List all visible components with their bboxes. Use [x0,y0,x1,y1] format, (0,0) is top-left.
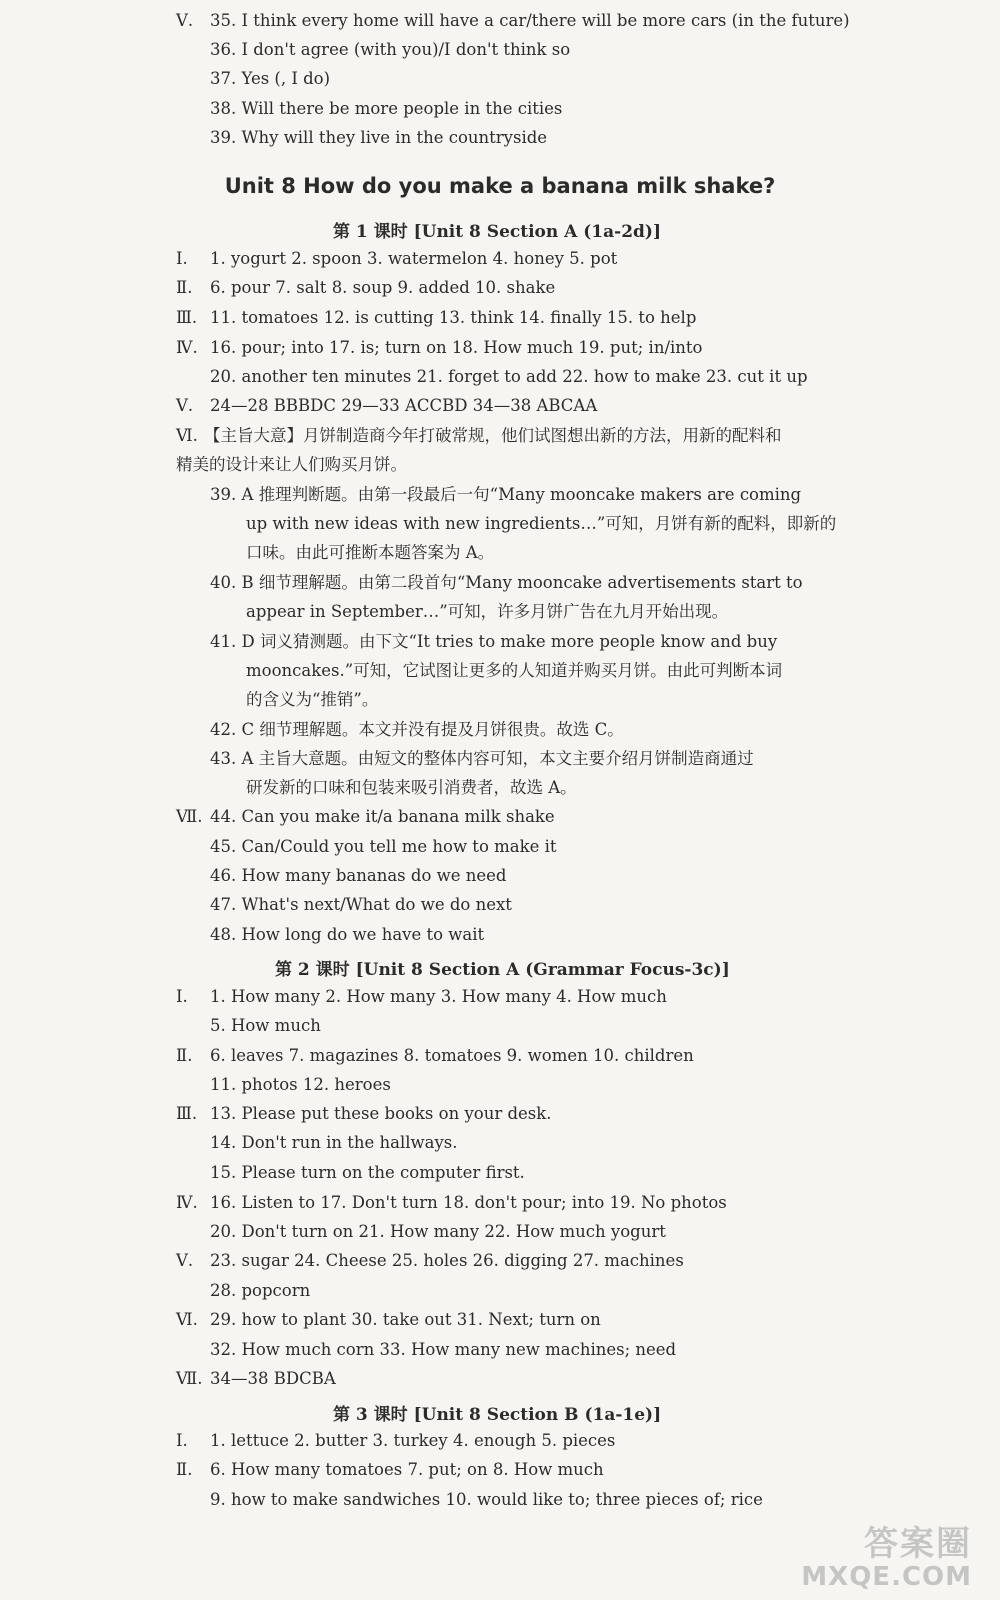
answer-line: 36. I don't agree (with you)/I don't think so [210,40,571,59]
answer-line: 6. leaves 7. magazines 8. tomatoes 9. women 10. children [210,1046,694,1065]
answer-line: 20. another ten minutes 21. forget to add 22. how to make 23. cut it up [210,367,808,386]
summary-line: 【主旨大意】月饼制造商今年打破常规，他们试图想出新的方法，用新的配料和 [204,426,782,445]
lesson-3-title: 第 3 课时 [Unit 8 Section B (1a-1e)] [333,1405,662,1425]
section-roman-3: Ⅲ. [176,308,198,327]
site-watermark [801,1526,972,1592]
answer-line: 16. Listen to 17. Don't turn 18. don't pour; into 19. No photos [210,1193,727,1212]
summary-line: 精美的设计来让人们购买月饼。 [176,455,407,474]
section-roman-1: Ⅰ. [176,1431,188,1450]
section-roman-1: Ⅰ. [176,249,188,268]
section-roman-2: Ⅱ. [176,278,193,297]
explanation-line: mooncakes.”可知，它试图让更多的人知道并购买月饼。由此可判断本词 [246,661,783,680]
lesson-2-title: 第 2 课时 [Unit 8 Section A (Grammar Focus-3c)] [275,960,730,980]
answer-line: 20. Don't turn on 21. How many 22. How much yogurt [210,1222,666,1241]
explanation-line: 的含义为“推销”。 [246,690,379,709]
section-roman-3: Ⅲ. [176,1104,198,1123]
answer-line: 24—28 BBBDC 29—33 ACCBD 34—38 ABCAA [210,396,598,415]
answer-line: 9. how to make sandwiches 10. would like to; three pieces of; rice [210,1490,763,1509]
answer-line: 1. lettuce 2. butter 3. turkey 4. enough 5. pieces [210,1431,616,1450]
answer-line: 13. Please put these books on your desk. [210,1104,552,1123]
answer-line: 14. Don't run in the hallways. [210,1133,458,1152]
answer-line: 11. photos 12. heroes [210,1075,391,1094]
section-roman-2: Ⅱ. [176,1460,193,1479]
answer-line: 16. pour; into 17. is; turn on 18. How much 19. put; in/into [210,338,703,357]
explanation-line: 口味。由此可推断本题答案为 A。 [246,543,495,562]
section-roman-2: Ⅱ. [176,1046,193,1065]
answer-line: 35. I think every home will have a car/there will be more cars (in the future) [210,11,850,30]
watermark-logo-text: 答案圈 [864,1524,972,1565]
answer-line: 29. how to plant 30. take out 31. Next; turn on [210,1310,601,1329]
answer-line: 1. yogurt 2. spoon 3. watermelon 4. honey 5. pot [210,249,618,268]
section-roman-7: Ⅶ. [176,1369,203,1388]
explanation-line: up with new ideas with new ingredients…”可知，月饼有新的配料，即新的 [246,514,837,533]
lesson-1-title: 第 1 课时 [Unit 8 Section A (1a-2d)] [333,222,662,242]
section-roman-6: Ⅵ. [176,426,198,445]
section-roman-5: Ⅴ. [176,11,194,30]
answer-line: 5. How much [210,1016,321,1035]
section-roman-5: Ⅴ. [176,396,194,415]
answer-line: 34—38 BDCBA [210,1369,336,1388]
explanation-line: 43. A 主旨大意题。由短文的整体内容可知，本文主要介绍月饼制造商通过 [210,749,754,768]
answer-line: 48. How long do we have to wait [210,925,485,944]
explanation-line: 41. D 词义猜测题。由下文“It tries to make more people know and buy [210,632,778,651]
section-roman-5: Ⅴ. [176,1251,194,1270]
explanation-line: appear in September…”可知，许多月饼广告在九月开始出现。 [246,602,729,621]
section-roman-4: Ⅳ. [176,338,198,357]
answer-line: 45. Can/Could you tell me how to make it [210,837,557,856]
answer-line: 38. Will there be more people in the cities [210,99,563,118]
answer-line: 15. Please turn on the computer first. [210,1163,525,1182]
answer-line: 1. How many 2. How many 3. How many 4. How much [210,987,667,1006]
unit-title: Unit 8 How do you make a banana milk shake? [224,174,776,198]
answer-line: 6. pour 7. salt 8. soup 9. added 10. shake [210,278,556,297]
answer-line: 32. How much corn 33. How many new machines; need [210,1340,677,1359]
answer-line: 28. popcorn [210,1281,311,1300]
answer-line: 47. What's next/What do we do next [210,895,512,914]
answer-line: 37. Yes (, I do) [210,69,331,88]
answer-line: 6. How many tomatoes 7. put; on 8. How much [210,1460,604,1479]
explanation-line: 研发新的口味和包装来吸引消费者，故选 A。 [246,778,577,797]
explanation-line: 42. C 细节理解题。本文并没有提及月饼很贵。故选 C。 [210,720,624,739]
explanation-line: 40. B 细节理解题。由第二段首句“Many mooncake advertisements start to [210,573,803,592]
answer-line: 44. Can you make it/a banana milk shake [210,807,555,826]
explanation-line: 39. A 推理判断题。由第一段最后一句“Many mooncake makers are coming [210,485,802,504]
section-roman-1: Ⅰ. [176,987,188,1006]
answer-line: 46. How many bananas do we need [210,866,507,885]
section-roman-6: Ⅵ. [176,1310,198,1329]
section-roman-4: Ⅳ. [176,1193,198,1212]
answer-line: 11. tomatoes 12. is cutting 13. think 14. finally 15. to help [210,308,697,327]
answer-line: 39. Why will they live in the countryside [210,128,548,147]
watermark-url: MXQE.COM [801,1562,972,1593]
answer-line: 23. sugar 24. Cheese 25. holes 26. digging 27. machines [210,1251,684,1270]
section-roman-7: Ⅶ. [176,807,203,826]
